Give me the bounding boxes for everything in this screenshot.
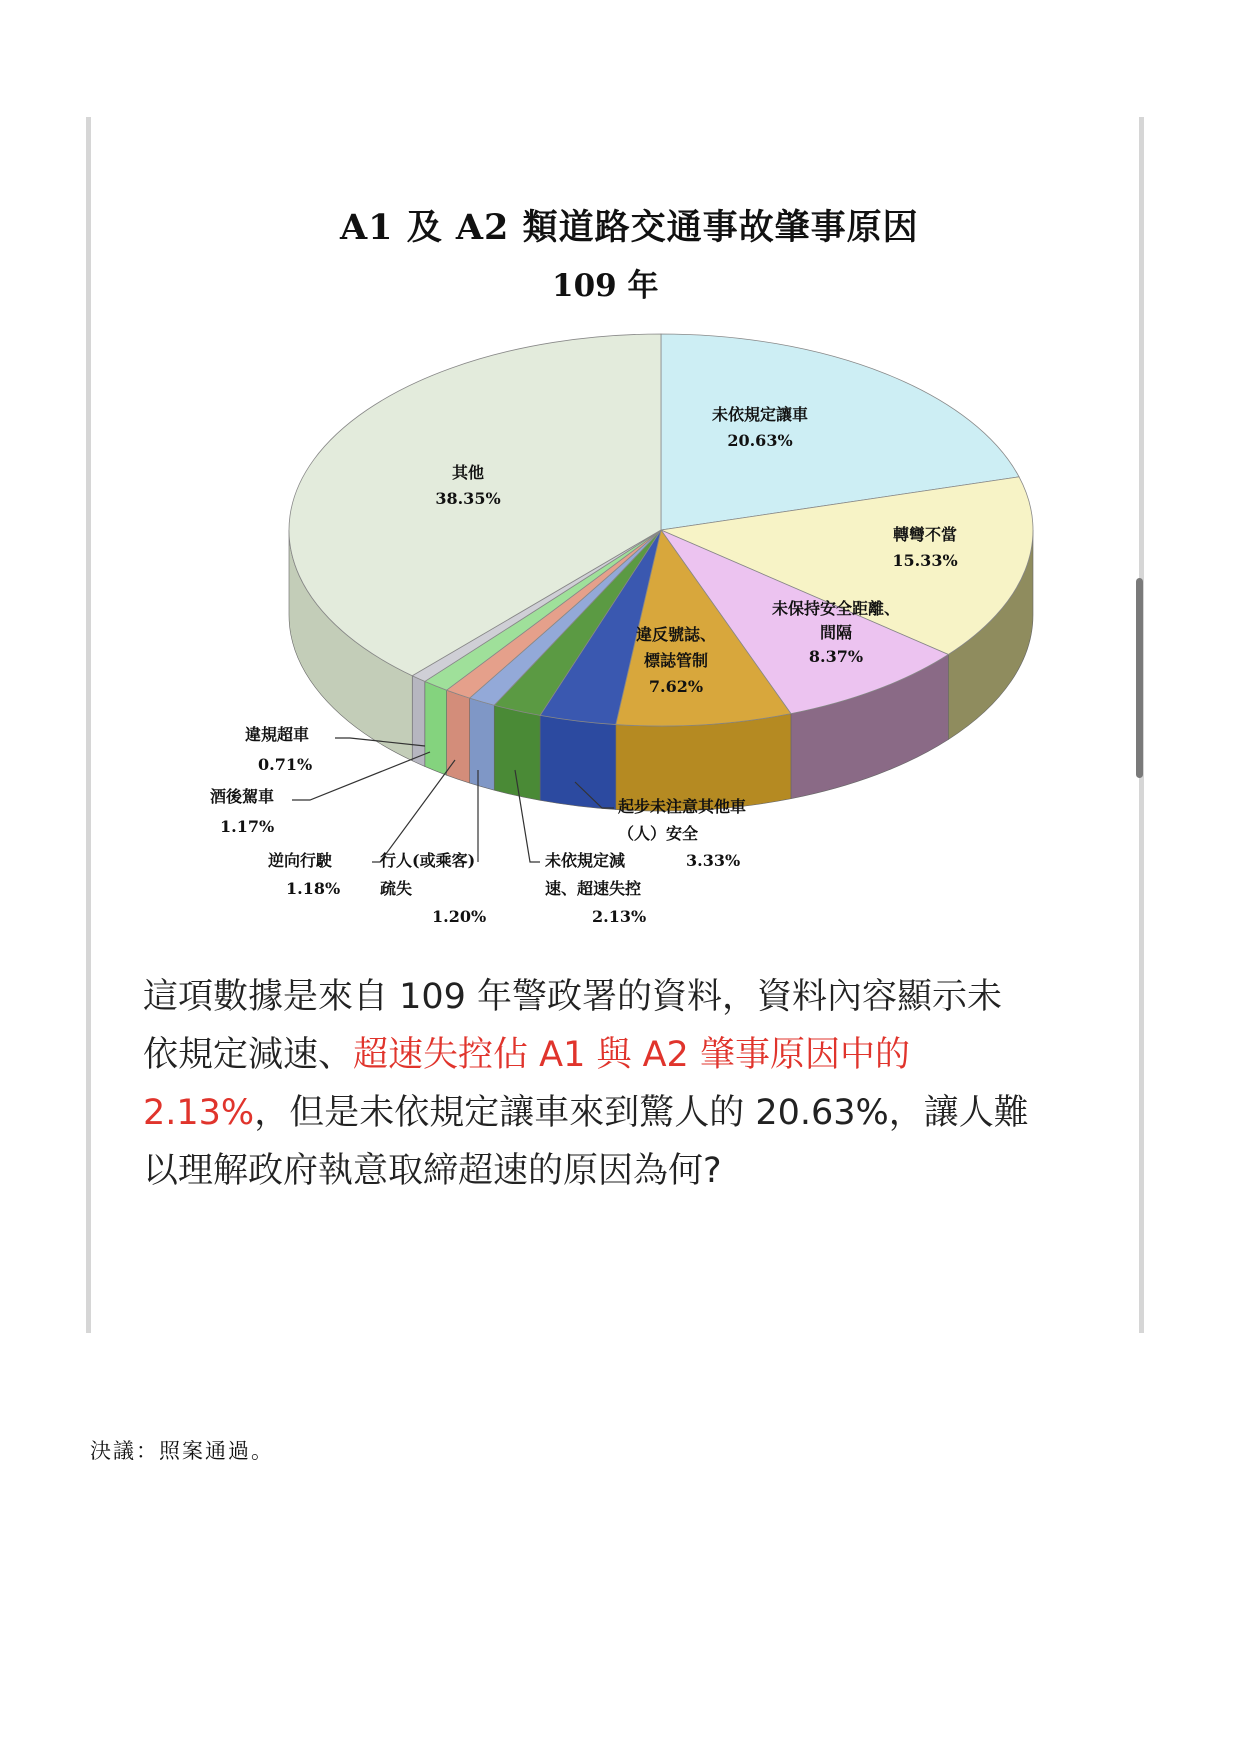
pie-side-4 <box>540 715 616 809</box>
paragraph-line-2-plain: 依規定減速、 <box>143 1035 354 1075</box>
chart-subtitle: 109 年 <box>552 268 659 304</box>
slice-name-label-5: 速、超速失控 <box>545 879 642 898</box>
paragraph-line-3-highlight: 2.13% <box>143 1093 255 1133</box>
slice-name-label-4: 起步未注意其他車 <box>618 797 747 816</box>
pie-side-6 <box>470 698 495 790</box>
slice-name-label-0: 未依規定讓車 <box>711 405 809 424</box>
slice-value-label-2: 8.37% <box>808 647 864 666</box>
pie-side-7 <box>447 690 470 783</box>
slice-value-label-9: 0.71% <box>258 755 313 774</box>
slice-name-label-9: 違規超車 <box>245 725 310 744</box>
paragraph-line-1: 這項數據是來自 109 年警政署的資料，資料內容顯示未 <box>143 977 1003 1017</box>
resolution-text: 決議：照案通過。 <box>90 1439 274 1463</box>
slice-name-label-5: 未依規定減 <box>545 851 626 870</box>
slice-name-label-10: 其他 <box>451 463 485 482</box>
slice-value-label-7: 1.18% <box>286 879 341 898</box>
paragraph-line-2-highlight: 超速失控佔 A1 與 A2 肇事原因中的 <box>353 1035 910 1075</box>
slice-value-label-10: 38.35% <box>435 489 501 508</box>
slice-name-label-1: 轉彎不當 <box>892 525 958 544</box>
slice-name-label-6: 疏失 <box>380 879 413 898</box>
slice-name-label-6: 行人(或乘客) <box>380 851 476 870</box>
slice-name-label-2: 間隔 <box>819 623 853 642</box>
slice-value-label-3: 7.62% <box>648 677 704 696</box>
pie-side-8 <box>425 681 447 775</box>
slice-name-label-2: 未保持安全距離、 <box>771 599 901 618</box>
slice-value-label-5: 2.13% <box>592 907 647 926</box>
slice-value-label-8: 1.17% <box>220 817 275 836</box>
slice-value-label-1: 15.33% <box>892 551 958 570</box>
slice-name-label-7: 逆向行駛 <box>268 851 333 870</box>
slice-name-label-8: 酒後駕車 <box>210 787 275 806</box>
slice-name-label-4: （人）安全 <box>618 824 699 843</box>
paragraph-line-4: 以理解政府執意取締超速的原因為何? <box>143 1151 722 1191</box>
paragraph-line-3-plain: ，但是未依規定讓車來到驚人的 20.63%，讓人難 <box>254 1093 1029 1133</box>
slice-value-label-0: 20.63% <box>727 431 793 450</box>
slice-value-label-4: 3.33% <box>686 851 741 870</box>
pie-side-9 <box>412 676 425 767</box>
slice-name-label-3: 違反號誌、 <box>635 625 717 644</box>
chart-title: A1 及 A2 類道路交通事故肇事原因 <box>340 207 919 248</box>
slice-name-label-3: 標誌管制 <box>643 651 709 670</box>
leader-line-7 <box>372 760 455 862</box>
paragraph-line-3 <box>143 1084 1103 1142</box>
slice-value-label-6: 1.20% <box>432 907 487 926</box>
paragraph-line-2 <box>143 1026 1103 1084</box>
body-paragraph <box>143 968 1103 1200</box>
